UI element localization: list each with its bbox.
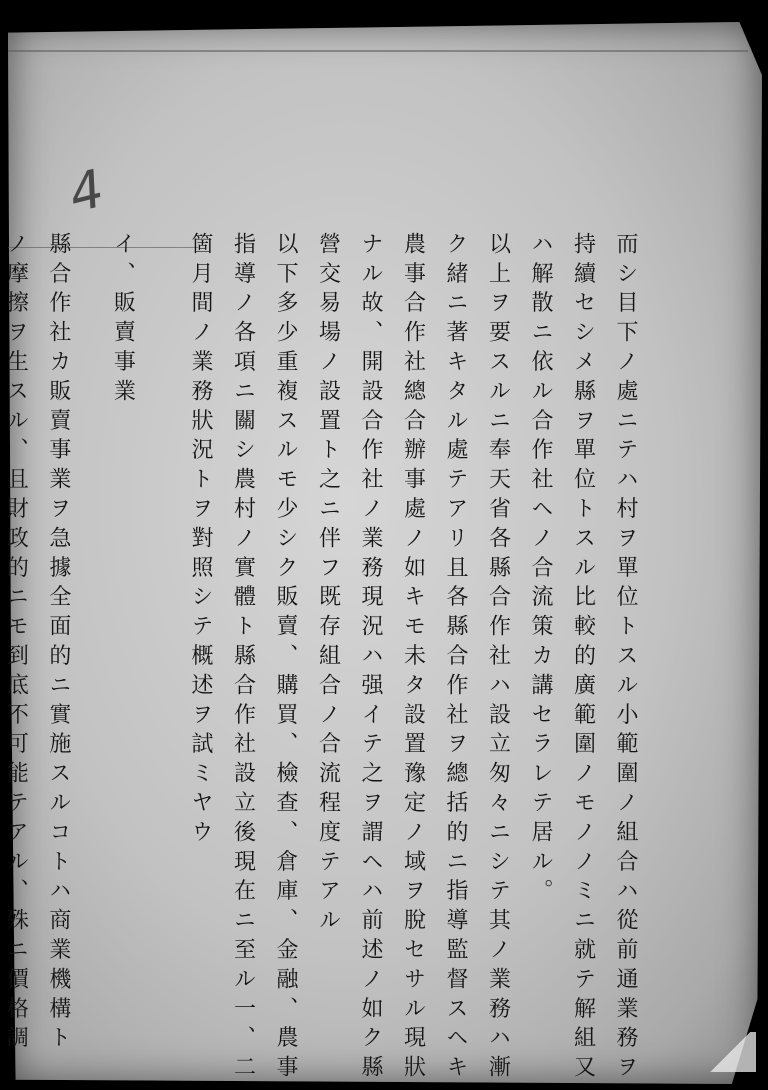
text-column: 營交易場ノ設置ト之ニ伴フ既存組合ノ合流程度テアル bbox=[315, 232, 341, 938]
text-column: 以下多少重複スルモ少シク販賣、購買、檢查、倉庫、金融、農事 bbox=[273, 232, 298, 1085]
text-column: 而シ目下ノ處ニテハ村ヲ單位トスル小範圍ノ組合ハ從前通業務ヲ bbox=[613, 232, 638, 1085]
text-column: 以上ヲ要スルニ奉天省各縣合作社ハ設立匆々ニシテ其ノ業務ハ漸 bbox=[485, 232, 511, 1085]
torn-corner bbox=[704, 1032, 756, 1072]
page-number: 4 bbox=[63, 158, 110, 226]
text-column: ナル故、開設合作社ノ業務現況ハ强イテ之ヲ謂ヘハ前述ノ如ク縣 bbox=[358, 232, 383, 1085]
text-column: 持續セシメ縣ヲ單位トスル比較的廣範圍ノモノノミニ就テ解組又 bbox=[570, 232, 596, 1085]
text-column: ク緒ニ著キタル處テアリ且各縣合作社ヲ總括的ニ指導監督スヘキ bbox=[443, 232, 468, 1085]
text-column: 農事合作社總合辦事處ノ如キモ未タ設置豫定ノ域ヲ脫セサル現狀 bbox=[400, 232, 426, 1085]
body-text bbox=[3, 232, 646, 1085]
text-column: 縣合作社カ販賣事業ヲ急據全面的ニ實施スルコトハ商業機構ト bbox=[45, 232, 71, 1056]
text-column: ノ摩擦ヲ生スル、且財政的ニモ到底不可能テアル、殊ニ價格調 bbox=[3, 232, 29, 1056]
section-heading: イ、販賣事業 bbox=[110, 232, 136, 409]
top-rule-line bbox=[8, 50, 748, 52]
text-column: ハ解散ニ依ル合作社ヘノ合流策カ講セラレテ居ル。 bbox=[528, 232, 553, 909]
text-column: 指導ノ各項ニ關シ農村ノ實體ト縣合作社設立後現在ニ至ル一、二 bbox=[230, 232, 256, 1085]
text-column: 箇月間ノ業務狀況トヲ對照シテ概述ヲ試ミヤウ bbox=[188, 232, 213, 850]
